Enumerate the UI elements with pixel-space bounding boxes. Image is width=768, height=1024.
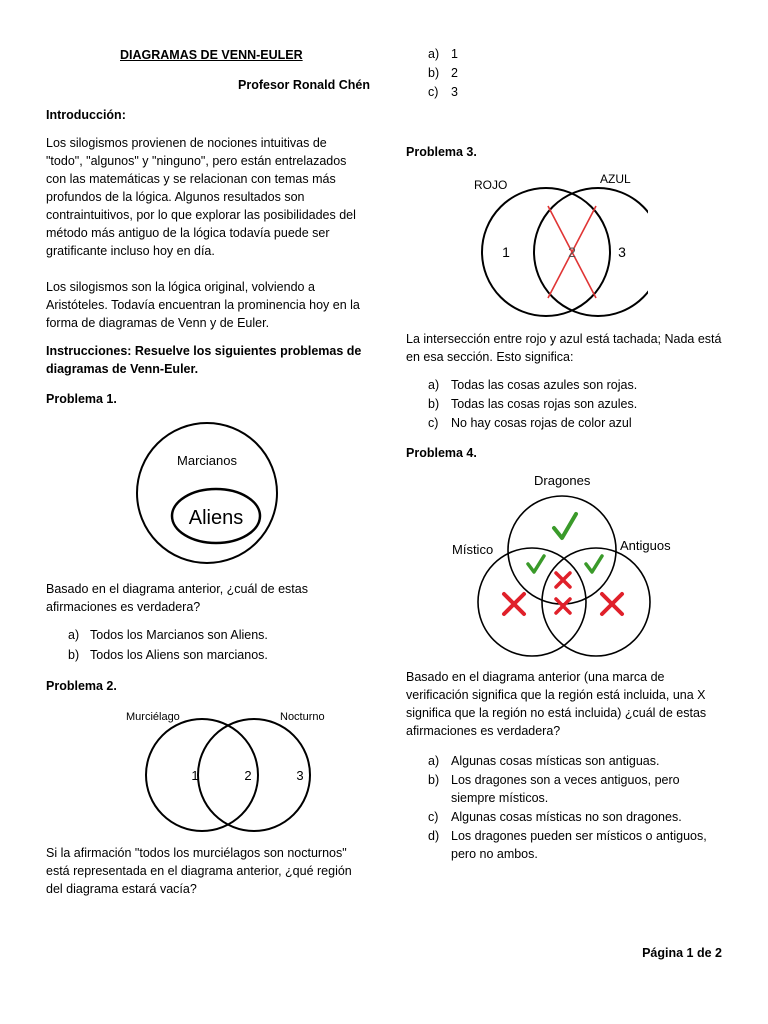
region-3-label: 3	[296, 768, 304, 783]
intro-paragraph-1: Los silogismos provienen de nociones intuitivas de "todo", "algunos" y "ninguno", pero están entrelazados con las matemáticas y se relacionan con temas más profundos de la lógica. Algunos resultados son contraintuitivos, por lo que explorar las posibilidades del método más antiguo de la lógica todavía puede ser gratificante incluso hoy en día.	[46, 136, 356, 258]
option-label: b)	[428, 773, 440, 787]
nocturno-circle	[198, 719, 310, 831]
region-2-label: 2	[568, 244, 576, 260]
document-title: DIAGRAMAS DE VENN-EULER	[120, 48, 303, 62]
region-3-label: 3	[618, 244, 626, 260]
option-a	[428, 45, 528, 63]
region-1-label: 1	[191, 768, 199, 783]
intro-paragraph-2: Los silogismos son la lógica original, volviendo a Aristóteles. Todavía encuentran la prominencia hoy en la forma de diagramas de Venn y de Euler.	[46, 280, 360, 330]
cross-icon	[556, 573, 570, 587]
cross-icon	[504, 594, 524, 614]
problem-1-euler-diagram	[134, 420, 280, 566]
author: Profesor Ronald Chén	[238, 78, 370, 92]
option-c	[428, 414, 726, 432]
option-text: Algunas cosas místicas no son dragones.	[451, 810, 682, 824]
option-text: Los dragones pueden ser místicos o antiguos, pero no ambos.	[451, 829, 707, 861]
intro-heading: Introducción:	[46, 108, 126, 122]
option-text: 2	[451, 66, 458, 80]
region-2-label: 2	[244, 768, 252, 783]
option-label: c)	[428, 810, 439, 824]
option-label: b)	[428, 66, 440, 80]
cross-icon	[556, 599, 570, 613]
problem-4-question: Basado en el diagrama anterior (una marca de verificación significa que la región está incluida, una X significa que la región no está incluida) ¿cuál de estas afirmaciones es verdadera?	[406, 670, 707, 738]
option-a	[428, 376, 726, 394]
option-label: a)	[68, 628, 80, 642]
option-text: 1	[451, 47, 458, 61]
option-text: Algunas cosas místicas son antiguas.	[451, 754, 660, 768]
option-d	[428, 827, 708, 863]
cross-icon	[602, 594, 622, 614]
problem-4-heading: Problema 4.	[406, 446, 477, 460]
problem-4-options	[428, 752, 708, 864]
option-label: a)	[428, 378, 440, 392]
problem-2-heading: Problema 2.	[46, 679, 117, 693]
murcielago-label: Murciélago	[126, 711, 180, 723]
option-text: Todos los Aliens son marcianos.	[90, 648, 268, 662]
dragones-circle	[508, 496, 616, 604]
problem-4-venn-diagram	[450, 466, 710, 662]
check-icon	[586, 556, 602, 572]
problem-1-options	[68, 626, 366, 665]
option-label: c)	[428, 85, 439, 99]
option-label: a)	[428, 754, 440, 768]
option-text: Todas las cosas rojas son azules.	[451, 397, 638, 411]
option-a	[68, 626, 366, 644]
murcielago-circle	[146, 719, 258, 831]
option-text: Todos los Marcianos son Aliens.	[90, 628, 268, 642]
problem-3-options	[428, 376, 726, 433]
instructions: Instrucciones: Resuelve los siguientes problemas de diagramas de Venn-Euler.	[46, 344, 362, 376]
option-c	[428, 83, 528, 101]
problem-3-question: La intersección entre rojo y azul está tachada; Nada está en esa sección. Esto significa:	[406, 332, 722, 364]
problem-2-venn-diagram	[120, 705, 340, 835]
option-b	[428, 771, 708, 807]
option-b	[428, 395, 726, 413]
problem-3-venn-diagram	[468, 166, 648, 320]
check-icon	[528, 556, 544, 572]
option-text: Los dragones son a veces antiguos, pero siempre místicos.	[451, 773, 680, 805]
aliens-label: Aliens	[188, 507, 244, 529]
option-text: 3	[451, 85, 458, 99]
problem-1-heading: Problema 1.	[46, 392, 117, 406]
marcianos-label: Marcianos	[177, 453, 237, 468]
option-b	[68, 646, 366, 664]
dragones-label: Dragones	[534, 473, 591, 488]
option-text: Todas las cosas azules son rojas.	[451, 378, 638, 392]
option-label: d)	[428, 829, 440, 843]
azul-label: AZUL	[600, 172, 631, 186]
nocturno-label: Nocturno	[280, 711, 325, 723]
option-b	[428, 64, 528, 82]
option-text: No hay cosas rojas de color azul	[451, 416, 632, 430]
rojo-label: ROJO	[474, 178, 508, 192]
option-label: a)	[428, 47, 440, 61]
option-c	[428, 808, 708, 826]
problem-2-question: Si la afirmación "todos los murciélagos son nocturnos" está representada en el diagrama anterior, ¿qué región del diagrama estará vacía?	[46, 846, 352, 896]
option-label: b)	[428, 397, 440, 411]
problem-3-heading: Problema 3.	[406, 145, 477, 159]
mistico-label: Místico	[452, 542, 494, 557]
region-1-label: 1	[502, 244, 510, 260]
option-label: c)	[428, 416, 439, 430]
mistico-circle	[478, 548, 586, 656]
problem-1-question: Basado en el diagrama anterior, ¿cuál de estas afirmaciones es verdadera?	[46, 582, 308, 614]
problem-2-options	[428, 45, 528, 102]
page-number: Página 1 de 2	[642, 946, 722, 960]
option-a	[428, 752, 708, 770]
check-icon	[554, 514, 576, 538]
antiguos-label: Antiguos	[620, 538, 671, 553]
option-label: b)	[68, 648, 80, 662]
